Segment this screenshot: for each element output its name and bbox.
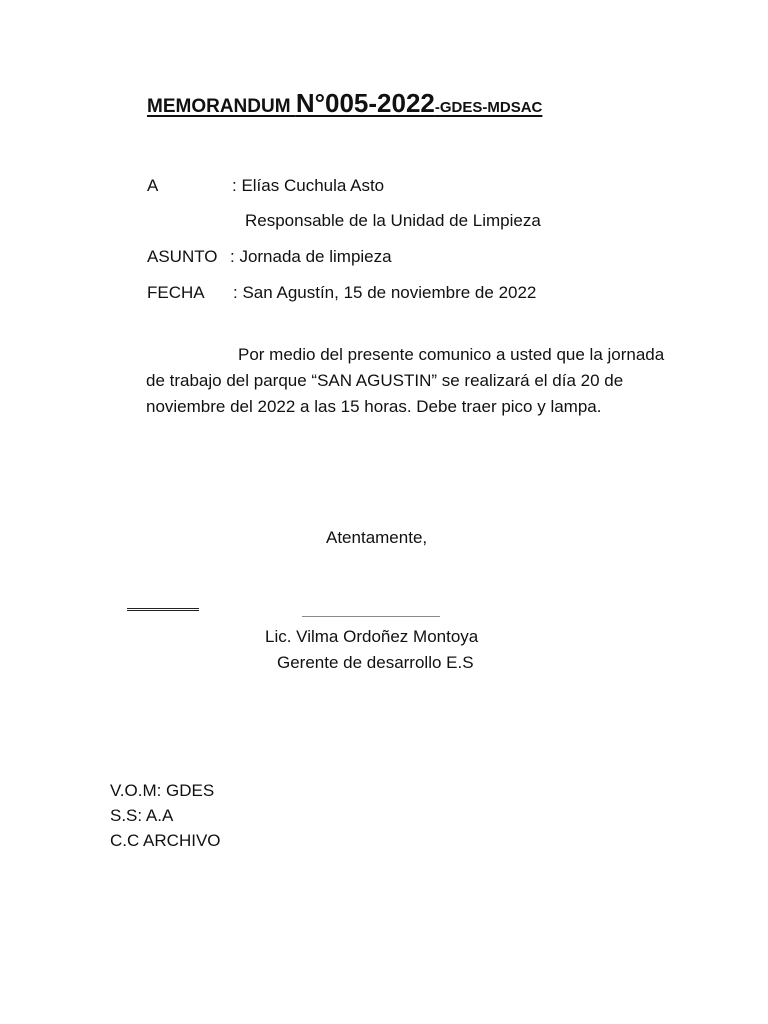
body-paragraph-text: Por medio del presente comunico a usted que la jornada de trabajo del parque “SAN AGUSTIN” se realizará el día 20 de noviembre del 2022 a las 15 horas. Debe traer pico y lampa. [146, 345, 665, 416]
memo-title-number: N°005-2022 [295, 88, 435, 118]
subject-label: ASUNTO [147, 247, 218, 266]
to-label: A [147, 176, 159, 195]
footer-cc: C.C ARCHIVO [110, 831, 221, 850]
signature-line [302, 616, 440, 617]
body-paragraph [146, 342, 676, 420]
footer-vom: V.O.M: GDES [110, 781, 215, 800]
memo-title-word: MEMORANDUM [147, 96, 296, 117]
date-label: FECHA [147, 283, 205, 302]
signer-name: Lic. Vilma Ordoñez Montoya [265, 627, 479, 646]
to-role: Responsable de la Unidad de Limpieza [245, 211, 541, 230]
memo-title [147, 88, 542, 119]
left-rule [127, 608, 199, 611]
memo-title-suffix: -GDES-MDSAC [434, 99, 543, 116]
date-value: : San Agustín, 15 de noviembre de 2022 [233, 283, 537, 302]
footer-ss: S.S: A.A [110, 806, 174, 825]
to-value: : Elías Cuchula Asto [232, 176, 385, 195]
closing: Atentamente, [326, 528, 428, 547]
subject-value: : Jornada de limpieza [230, 247, 392, 266]
signer-position: Gerente de desarrollo E.S [277, 653, 474, 672]
